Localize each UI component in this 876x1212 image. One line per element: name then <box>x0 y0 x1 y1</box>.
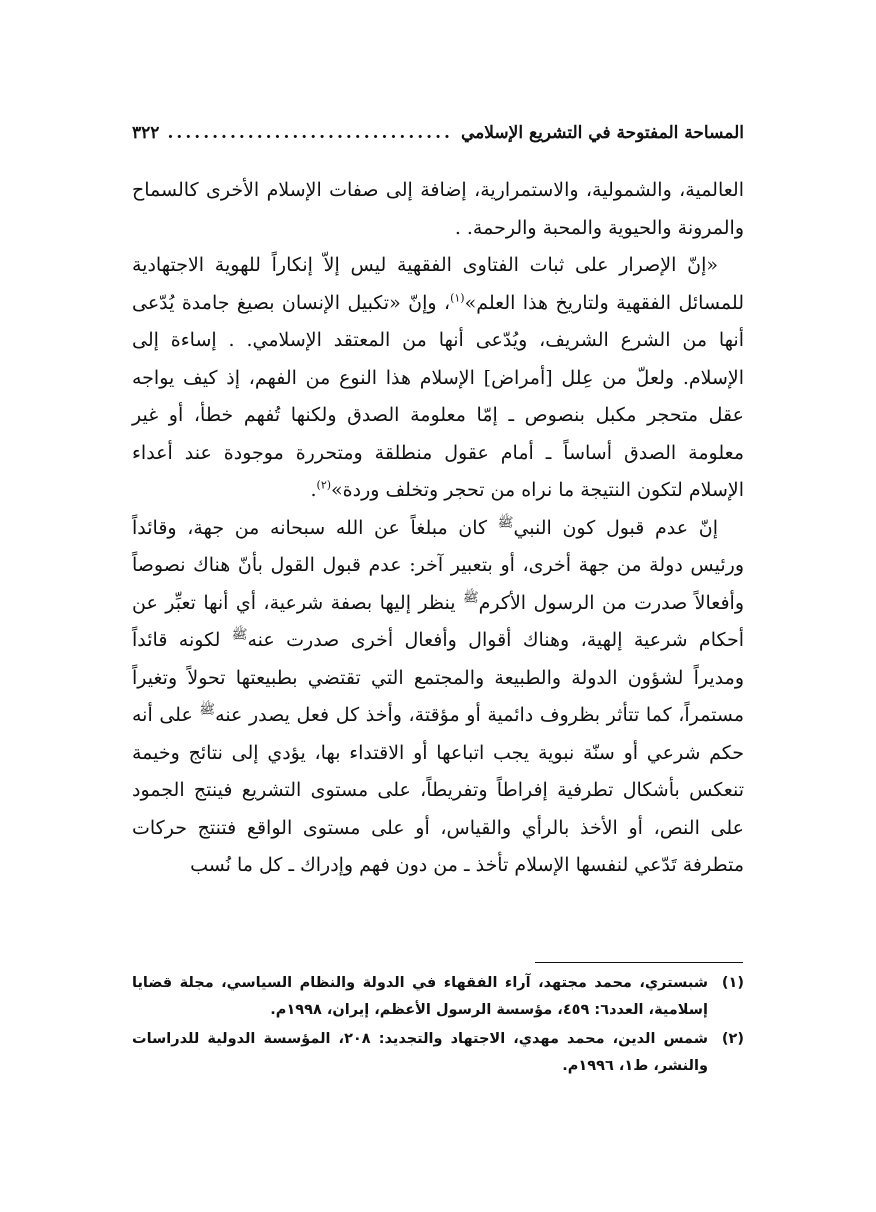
book-page <box>132 116 744 885</box>
footnote-1 <box>132 970 744 1024</box>
footnote-ref-2[interactable]: (٢) <box>316 478 332 492</box>
footnote-text: شمس الدين، محمد مهدي، الاجتهاد والتجديد: ٢٠٨، المؤسسة الدولية للدراسات والنشر، ط١، ١٩٩٦م. <box>132 1031 708 1074</box>
quote-2: ، وإنّ «تكبيل الإنسان بصيغ جامدة يُدّعى أنها من الشرع الشريف، ويُدّعى أنها من المعتقد الإسلامي. . إساءة إلى الإسلام. ولعلّ من عِلل [أمراض] الإسلام هذا النوع من الفهم، إذ كيف يواجه عقل متحجر مكبل بنصوص ـ إمّا معلومة الصدق ولكنها تُفهم خطأ، أو غير معلومة الصدق أساساً ـ أمام عقول منطلقة ومتحررة موجودة عند أعداء الإسلام لتكون النتيجة ما نراه من تحجر وتخلف وردة» <box>132 291 744 501</box>
salawat-ligature-icon: ﷺ <box>199 702 216 718</box>
text-segment: كان مبلغاً عن الله سبحانه من جهة، وقائداً ورئيس دولة من جهة أخرى، أو بتعبير آخر: عدم قبول القول بأنّ هناك نصوصاً وأفعالاً صدرت من الرسول الأكرم <box>132 516 744 614</box>
salawat-ligature-icon: ﷺ <box>462 590 479 606</box>
paragraph-end: . <box>310 479 317 501</box>
running-header <box>132 116 744 150</box>
salawat-ligature-icon: ﷺ <box>231 627 248 643</box>
text-segment: إنّ عدم قبول كون النبي <box>513 516 718 539</box>
chapter-title: المساحة المفتوحة في التشريع الإسلامي <box>461 123 744 143</box>
page-number: ٣٢٢ <box>132 123 160 143</box>
footnote-number: (١) <box>721 975 744 991</box>
footnote-2 <box>132 1026 744 1080</box>
text-segment: على أنه حكم شرعي أو سنّة نبوية يجب اتباعها أو الاقتداء بها، يؤدي إلى نتائج وخيمة تنعكس بأشكال تطرفية إفراطاً وتفريطاً، على مستوى التشريع فينتج الجمود على النص، أو الأخذ بالرأي والقياس، أو على مستوى الواقع فتنتج حركات متطرفة تَدّعي لنفسها الإسلام تأخذ ـ من دون فهم وإدراك ـ كل ما نُسب <box>132 704 744 876</box>
footnotes <box>132 970 744 1082</box>
leader-dots: ................................ <box>167 123 453 143</box>
paragraph-3 <box>132 510 744 885</box>
footnote-text: شبستري، محمد مجتهد، آراء الفقهاء في الدولة والنظام السياسي، مجلة قضايا إسلامية، العدد٦: ٤٥٩، مؤسسة الرسول الأعظم، إيران، ١٩٩٨م. <box>132 975 708 1018</box>
footnote-ref-1[interactable]: (١) <box>450 291 465 305</box>
text-segment: ينظر إليها بصفة شرعية، أي أنها تعبِّر عن أحكام شرعية إلهية، وهناك أقوال وأفعال أخرى صدرت عنه <box>132 591 744 651</box>
paragraph-2 <box>132 247 744 510</box>
paragraph-1: العالمية، والشمولية، والاستمرارية، إضافة إلى صفات الإسلام الأخرى كالسماح والمرونة والحيوية والمحبة والرحمة. . <box>132 179 744 239</box>
salawat-ligature-icon: ﷺ <box>497 515 514 531</box>
text-segment: لكونه قائداً ومديراً لشؤون الدولة والطبيعة والمجتمع التي تقتضي بطبيعتها تحولاً وتغيراً مستمراً، كما تتأثر بظروف دائمية أو مؤقتة، وأخذ كل فعل يصدر عنه <box>132 629 745 726</box>
quote-1: «إنّ الإصرار على ثبات الفتاوى الفقهية ليس إلاّ إنكاراً للهوية الاجتهادية للمسائل الفقهية ولتاريخ هذا العلم» <box>132 254 744 314</box>
footnote-separator <box>535 962 743 963</box>
body-text <box>132 172 744 885</box>
footnote-number: (٢) <box>721 1031 744 1047</box>
